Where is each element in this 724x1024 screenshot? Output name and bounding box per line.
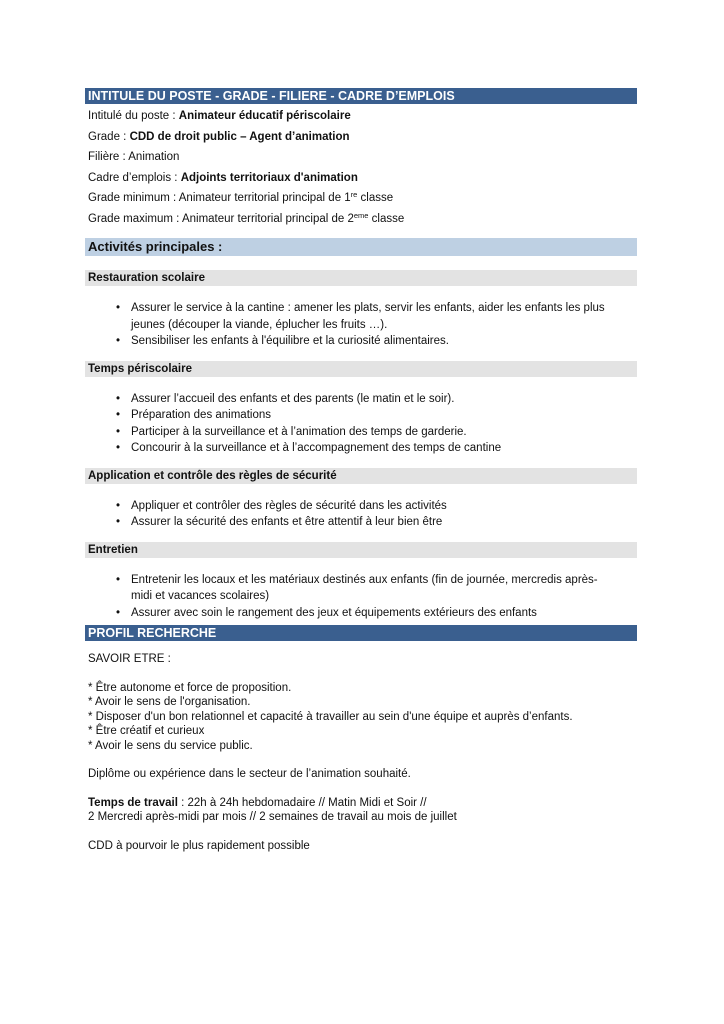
securite-list <box>85 498 637 531</box>
grade-maximum-text: Grade maximum : Animateur territorial principal de 2 <box>88 212 354 225</box>
cadre-value: Adjoints territoriaux d'animation <box>180 171 358 184</box>
subsection-restauration: Restauration scolaire <box>85 270 637 286</box>
grade-minimum-sup: re <box>350 190 358 199</box>
list-item-text: Concourir à la surveillance et à l’accompagnement des temps de cantine <box>131 442 502 454</box>
diplome-text: Diplôme ou expérience dans le secteur de l’animation souhaité. <box>88 768 411 780</box>
periscolaire-list <box>85 391 637 457</box>
list-item <box>85 605 637 622</box>
cdd-text: CDD à pourvoir le plus rapidement possible <box>88 839 310 852</box>
grade-minimum-suffix: classe <box>357 192 394 204</box>
cadre-line <box>85 168 637 189</box>
bullet-icon: • <box>116 606 121 619</box>
list-item-text: Assurer la sécurité des enfants et être attentif à leur bien être <box>131 516 443 528</box>
grade-line <box>85 127 637 148</box>
savoir-etre-heading: SAVOIR ETRE : <box>88 653 171 665</box>
restauration-list <box>85 300 637 350</box>
bullet-icon: • <box>116 302 121 314</box>
list-item-continuation <box>85 588 637 605</box>
grade-minimum-text: Grade minimum : Animateur territorial principal de 1 <box>88 192 351 204</box>
bullet-icon: • <box>116 516 121 528</box>
list-item <box>85 407 637 424</box>
section-header-activites: Activités principales : <box>85 238 637 256</box>
list-item <box>85 514 637 531</box>
bullet-icon: • <box>116 442 121 454</box>
temps-de-travail-label: Temps de travail <box>88 796 178 809</box>
list-item-text: Assurer le service à la cantine : amener les plats, servir les enfants, aider les enfants les plus <box>131 302 605 314</box>
temps-de-travail-line <box>85 796 637 811</box>
quality-item: * Avoir le sens de l'organisation. <box>88 696 251 708</box>
list-item-text: Assurer l’accueil des enfants et des parents (le matin et le soir). <box>131 392 455 405</box>
list-item-text: Entretenir les locaux et les matériaux destinés aux enfants (fin de journée, mercredis après- <box>131 573 598 586</box>
bullet-icon: • <box>116 425 121 438</box>
intitule-value: Animateur éducatif périscolaire <box>178 110 351 122</box>
quality-item: * Avoir le sens du service public. <box>88 739 253 752</box>
quality-item: * Disposer d'un bon relationnel et capacité à travailler au sein d'une équipe et auprès d’enfants. <box>88 710 573 723</box>
list-item-text: jeunes (découper la viande, éplucher les fruits …). <box>131 318 388 331</box>
section-header-intitule: INTITULE DU POSTE - GRADE - FILIERE - CADRE D’EMPLOIS <box>85 88 637 104</box>
intitule-line <box>85 106 637 127</box>
temps-de-travail-line-2: 2 Mercredi après-midi par mois // 2 semaines de travail au mois de juillet <box>88 811 457 823</box>
bullet-icon: • <box>116 409 121 421</box>
list-item-text: Préparation des animations <box>131 409 271 421</box>
list-item <box>85 333 637 350</box>
list-item-text: Sensibiliser les enfants à l'équilibre et la curiosité alimentaires. <box>131 335 449 347</box>
subsection-securite: Application et contrôle des règles de sécurité <box>85 468 637 484</box>
bullet-icon: • <box>116 392 121 405</box>
bullet-icon: • <box>116 573 121 586</box>
list-item-text: Appliquer et contrôler des règles de sécurité dans les activités <box>131 499 447 512</box>
subsection-entretien: Entretien <box>85 542 637 558</box>
intitule-label: Intitulé du poste : <box>88 110 179 122</box>
grade-label: Grade : <box>88 130 130 143</box>
bullet-icon: • <box>116 335 121 347</box>
quality-item: * Être créatif et curieux <box>88 725 205 737</box>
grade-maximum-sup: eme <box>353 210 369 220</box>
subsection-periscolaire: Temps périscolaire <box>85 361 637 377</box>
grade-minimum-line <box>85 188 637 209</box>
grade-maximum-line <box>85 209 637 230</box>
list-item-text: Assurer avec soin le rangement des jeux et équipements extérieurs des enfants <box>131 606 537 619</box>
list-item <box>85 572 637 589</box>
list-item <box>85 498 637 515</box>
temps-de-travail-value: : 22h à 24h hebdomadaire // Matin Midi et Soir // <box>177 796 427 809</box>
list-item <box>85 300 637 317</box>
cadre-label: Cadre d’emplois : <box>88 171 181 184</box>
list-item <box>85 440 637 457</box>
grade-maximum-suffix: classe <box>368 212 405 225</box>
list-item <box>85 391 637 408</box>
list-item-text: Participer à la surveillance et à l’animation des temps de garderie. <box>131 425 467 438</box>
list-item-text: midi et vacances scolaires) <box>131 590 270 602</box>
quality-item: * Être autonome et force de proposition. <box>88 681 292 694</box>
entretien-list <box>85 572 637 622</box>
job-posting-document <box>85 88 637 853</box>
grade-value: CDD de droit public – Agent d’animation <box>129 130 350 143</box>
list-item-continuation <box>85 317 637 334</box>
filiere-line: Filière : Animation <box>88 151 180 163</box>
bullet-icon: • <box>116 499 121 512</box>
section-header-profil: PROFIL RECHERCHE <box>85 625 637 641</box>
list-item <box>85 424 637 441</box>
